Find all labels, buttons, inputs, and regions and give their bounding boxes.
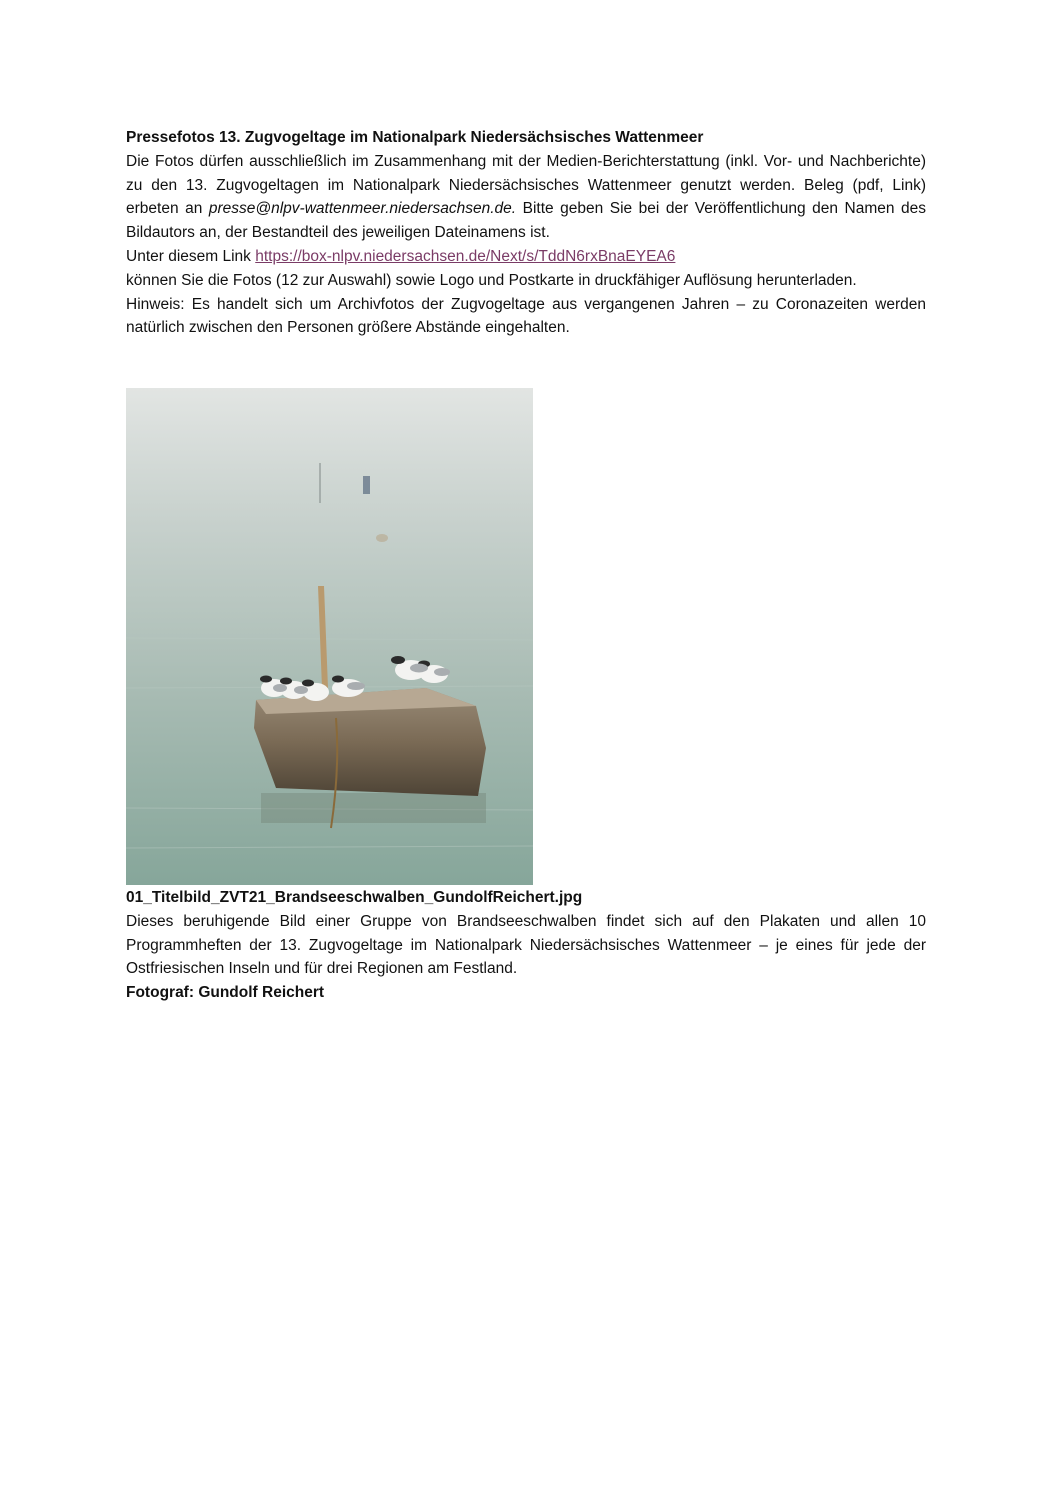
download-paragraph: können Sie die Fotos (12 zur Auswahl) sowie Logo und Postkarte in druckfähiger Auflösung herunterladen.: [126, 271, 857, 289]
usage-paragraph: [126, 150, 926, 245]
usage-text-continued: Bitte geben Sie bei der Veröffentlichung den Namen des Bildautors an, der Bestandteil des jeweiligen Dateinamens ist.: [126, 200, 926, 242]
press-photo: [126, 388, 533, 885]
photo-terns-on-boat: [126, 388, 533, 885]
download-link[interactable]: https://box-nlpv.niedersachsen.de/Next/s/TddN6rxBnaEYEA6: [255, 247, 676, 265]
usage-text: Die Fotos dürfen ausschließlich im Zusammenhang mit der Medien-Berichterstattung (inkl. Vor- und Nachberichte) zu den 13. Zugvogeltagen im Nationalpark Niedersächsisches Wattenmeer genutzt werden. Beleg (pdf, Link) erbeten an: [126, 152, 926, 218]
photo-description: Dieses beruhigende Bild einer Gruppe von Brandseeschwalben findet sich auf den Plakaten und allen 10 Programmheften der 13. Zugvogeltage im Nationalpark Niedersächsisches Wattenmeer – je eines für jede der Ostfriesischen Inseln und für drei Regionen am Festland.: [126, 912, 926, 978]
link-prefix: Unter diesem Link: [126, 247, 256, 265]
document-heading: Pressefotos 13. Zugvogeltage im Nationalpark Niedersächsisches Wattenmeer: [126, 129, 704, 146]
link-paragraph: [126, 245, 926, 269]
photo-credit: Fotograf: Gundolf Reichert: [126, 984, 325, 1002]
photo-caption-section: [126, 886, 926, 1005]
note-paragraph: Hinweis: Es handelt sich um Archivfotos der Zugvogeltage aus vergangenen Jahren – zu Coronazeiten werden natürlich zwischen den Personen größere Abstände eingehalten.: [126, 295, 926, 337]
contact-email[interactable]: presse@nlpv-wattenmeer.niedersachsen.de.: [208, 200, 517, 218]
photo-filename: 01_Titelbild_ZVT21_Brandseeschwalben_GundolfReichert.jpg: [126, 889, 583, 906]
intro-section: [126, 126, 926, 340]
